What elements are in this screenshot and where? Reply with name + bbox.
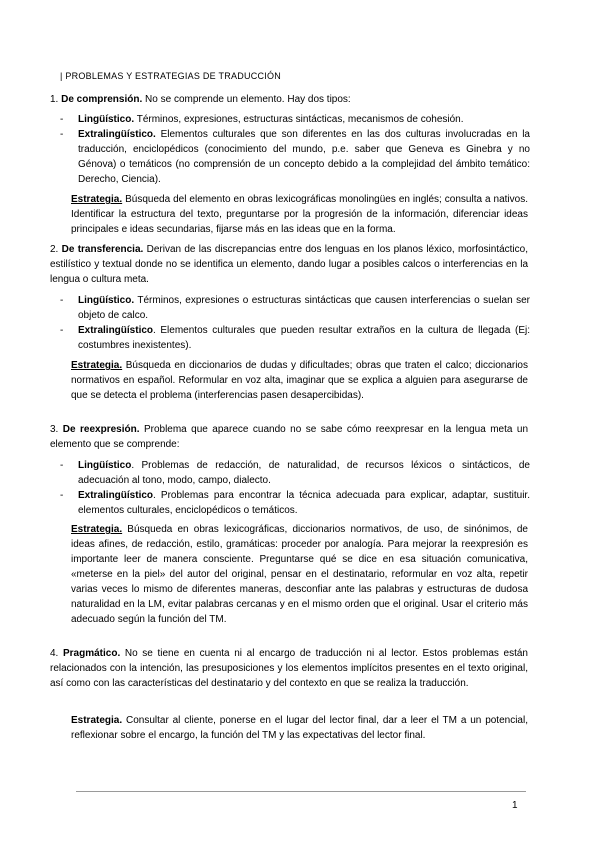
section-intro: No se tiene en cuenta ni al encargo de traducción ni al lector. Estos problemas están relacionados con la intención, las presuposiciones y los elementos implícitos presentes en el texto original, así como con las características del destinatario y del contexto en que se realiza la traducción. <box>50 648 528 689</box>
item-text: Términos, expresiones, estructuras sintácticas, mecanismos de cohesión. <box>134 114 464 125</box>
item-text: . Problemas para encontrar la técnica adecuada para explicar, adaptar, sustituir. elementos culturales, enciclopédicos o temáticos. <box>78 490 530 516</box>
item-text: . Elementos culturales que pueden resultar extraños en la cultura de llegada (Ej: costumbres inexistentes). <box>78 325 530 351</box>
strategy-block <box>71 713 528 743</box>
section-number: 1. <box>50 94 59 105</box>
list-item: - Lingüístico. Términos, expresiones, estructuras sintácticas, mecanismos de cohesión. <box>60 114 464 125</box>
section-comprension-intro <box>50 92 528 107</box>
strategy-label: Estrategia. <box>71 715 123 726</box>
section-number: 3. <box>50 424 59 435</box>
section-reexpresion-intro <box>50 422 528 452</box>
strategy-label: Estrategia. <box>71 524 123 535</box>
section-title: De comprensión. <box>61 94 143 105</box>
strategy-text: Consultar al cliente, ponerse en el lugar del lector final, dar a leer el TM a un potencial, reflexionar sobre el encargo, la función del TM y las expectativas del lector final. <box>71 715 528 741</box>
list-item: - Extralingüístico. Problemas para encontrar la técnica adecuada para explicar, adaptar, sustituir. elementos culturales, enciclopédicos o temáticos. <box>60 490 530 516</box>
list-item: - Lingüístico. Términos, expresiones o estructuras sintácticas que causen interferencias o suelan ser objeto de calco. <box>60 295 530 321</box>
section-transferencia-intro <box>50 242 528 287</box>
section-title: De transferencia. <box>61 244 144 255</box>
strategy-text: Búsqueda en diccionarios de dudas y dificultades; obras que traten el calco; diccionarios normativos en español. Reformular en voz alta, imaginar que se explica a alguien para asegurarse de que se detecta el problema (interferencias pasen desapercibidas). <box>71 360 528 401</box>
section-transferencia-items <box>50 293 530 353</box>
section-intro: No se comprende un elemento. Hay dos tipos: <box>142 94 351 105</box>
section-reexpresion-items <box>50 458 530 518</box>
section-pragmatico-intro <box>50 646 528 691</box>
item-label: Lingüístico <box>78 460 132 471</box>
page-number: 1 <box>512 800 518 811</box>
strategy-text: Búsqueda del elemento en obras lexicográficas monolingües en inglés; consulta a nativos. Identificar la estructura del texto, preguntarse por la progresión de la información, diferenciar ideas principales e ideas secundarias, fijarse más en las ideas que en la forma. <box>71 194 528 235</box>
page-header: | PROBLEMAS Y ESTRATEGIAS DE TRADUCCIÓN <box>60 71 281 81</box>
section-title: De reexpresión. <box>62 424 140 435</box>
strategy-label: Estrategia. <box>71 194 123 205</box>
section-title: Pragmático. <box>62 648 121 659</box>
section-number: 4. <box>50 648 59 659</box>
strategy-block <box>71 192 528 237</box>
item-text: Términos, expresiones o estructuras sintácticas que causen interferencias o suelan ser objeto de calco. <box>78 295 530 321</box>
section-number: 2. <box>50 244 59 255</box>
item-label: Extralingüístico <box>78 325 154 336</box>
footer-divider <box>76 791 526 792</box>
item-text: Elementos culturales que son diferentes en las dos culturas involucradas en la traducción, enciclopédicos (conocimiento del mundo, p.e. saber que Geneva es Ginebra y no Génova) o temáticos (no comprensión de un concepto debido a la complejidad del ámbito temático: Derecho, Ciencia). <box>78 129 530 185</box>
strategy-label: Estrategia. <box>71 360 123 371</box>
strategy-block <box>71 358 528 403</box>
section-intro: Derivan de las discrepancias entre dos lenguas en los planos léxico, morfosintáctico, estilístico y textual donde no se identifica un elemento, dando lugar a posibles calcos o interferencias en la lengua o cultura meta. <box>50 244 528 285</box>
item-label: Lingüístico. <box>78 114 135 125</box>
list-item: - Extralingüístico. Elementos culturales que son diferentes en las dos culturas involucradas en la traducción, enciclopédicos (conocimiento del mundo, p.e. saber que Geneva es Ginebra y no Génova) o temáticos (no comprensión de un concepto debido a la complejidad del ámbito temático: Derecho, Ciencia). <box>60 129 530 185</box>
item-label: Extralingüístico <box>78 490 154 501</box>
item-label: Extralingüístico. <box>78 129 156 140</box>
section-comprension-items <box>50 112 530 187</box>
item-text: . Problemas de redacción, de naturalidad, de recursos léxicos o sintácticos, de adecuación al tono, modo, campo, dialecto. <box>78 460 530 486</box>
strategy-text: Búsqueda en obras lexicográficas, diccionarios normativos, de uso, de sinónimos, de ideas afines, de redacción, estilo, gramáticas: proceder por analogía. Para mejorar la reexpresión es importante leer de manera consciente. Preguntarse qué se dice en esa situación comunicativa, «meterse en la piel» del autor del original, pensar en el destinatario, reformular en voz alta, repetir varias veces lo mismo de diferentes maneras, desconfiar ante las palabras y estructuras de dudosa naturalidad en la LM, evitar palabras cercanas y en el mismo orden que el original. Usar el criterio más adecuado según la función del TM. <box>71 524 528 625</box>
section-intro: Problema que aparece cuando no se sabe cómo reexpresar en la lengua meta un elemento que se comprende: <box>50 424 529 450</box>
item-label: Lingüístico. <box>78 295 135 306</box>
list-item: - Extralingüístico. Elementos culturales que pueden resultar extraños en la cultura de llegada (Ej: costumbres inexistentes). <box>60 325 530 351</box>
list-item: - Lingüístico. Problemas de redacción, de naturalidad, de recursos léxicos o sintácticos, de adecuación al tono, modo, campo, dialecto. <box>60 460 530 486</box>
strategy-block <box>71 522 528 627</box>
